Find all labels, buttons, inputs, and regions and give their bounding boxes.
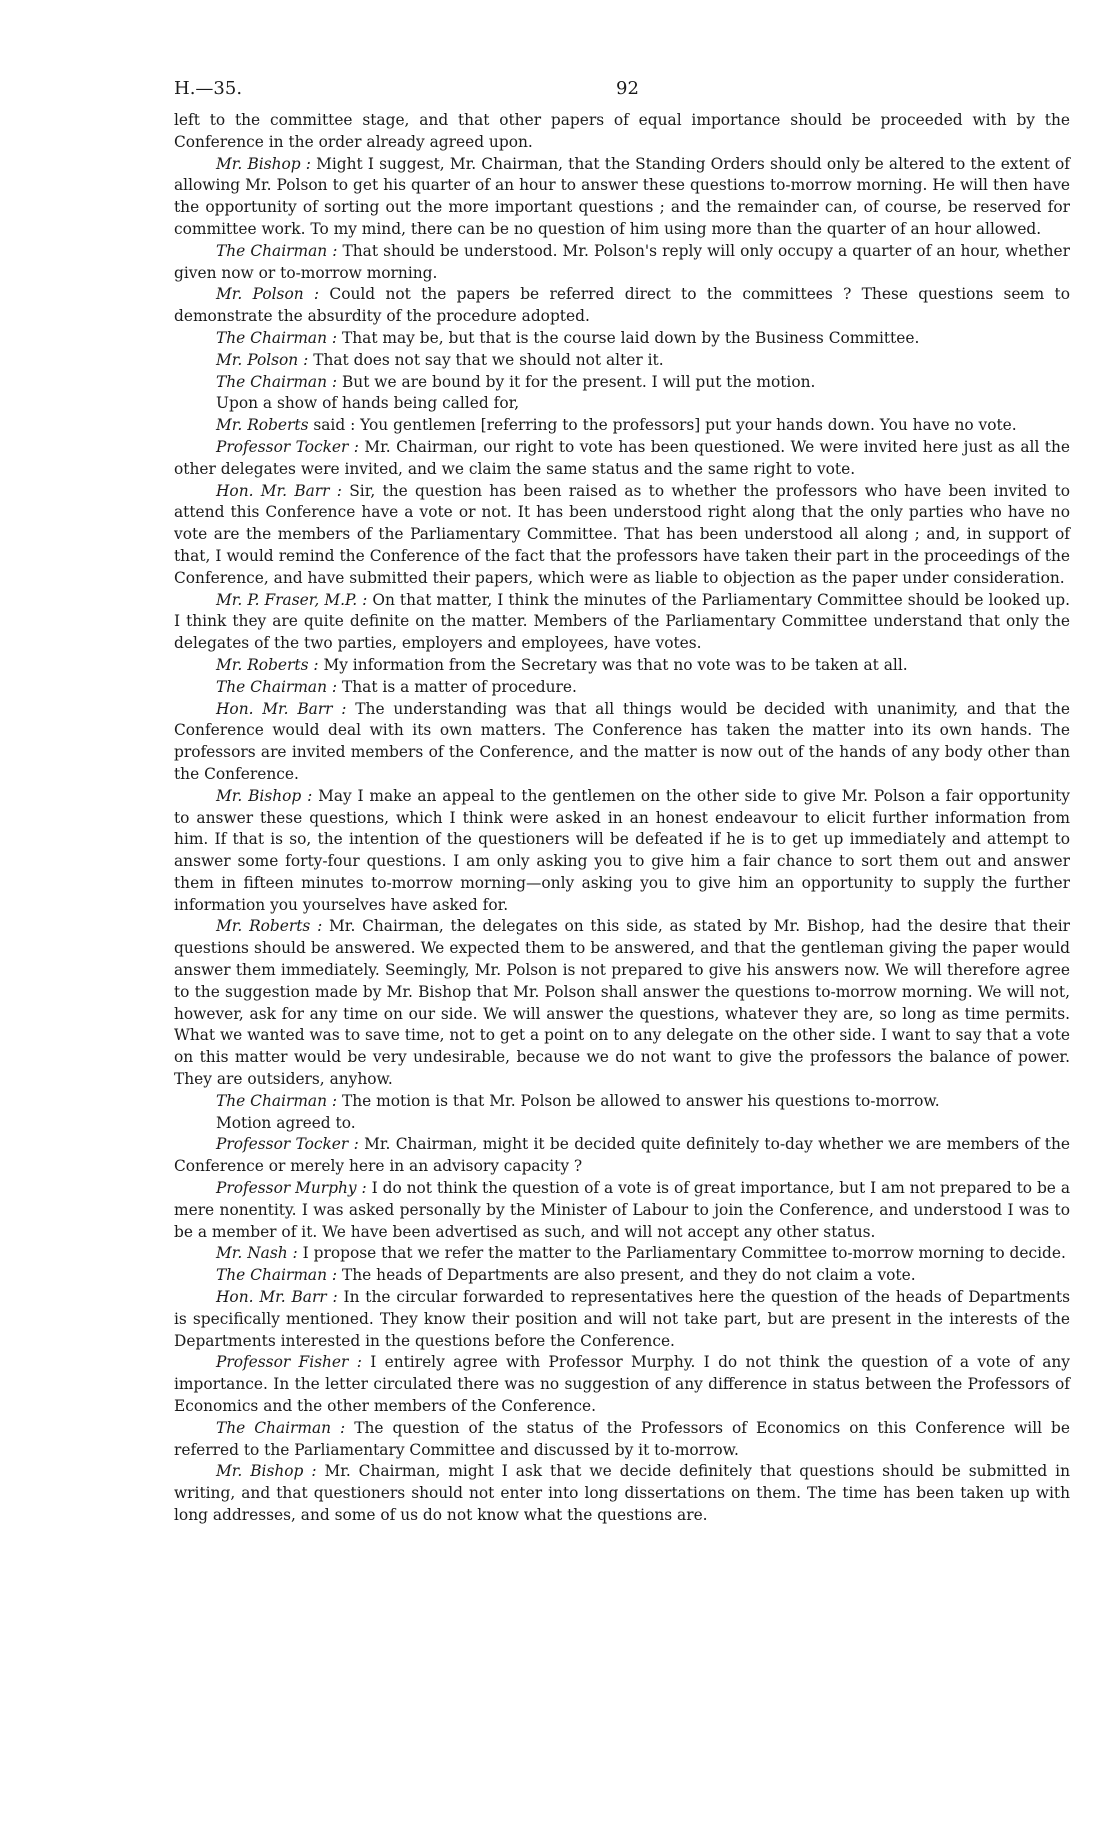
paragraph [174,590,1070,655]
speaker-name: Professor Tocker : [216,437,359,456]
paragraph-text: That may be, but that is the course laid down by the Business Committee. [337,328,920,347]
document-body [174,110,1070,1527]
paragraph [174,699,1070,786]
paragraph [174,916,1070,1090]
paragraph-text: Could not the papers be referred direct to the committees ? These questions seem to demonstrate the absurdity of the procedure adopted. [174,285,1070,326]
paragraph-text: That should be understood. Mr. Polson's reply will only occupy a quarter of an hour, whether given now or to-morrow morning. [174,241,1070,282]
speaker-name: The Chairman : [216,372,338,391]
paragraph [174,393,1070,415]
speaker-name: Mr. Bishop : [216,154,311,173]
paragraph [174,372,1070,394]
paragraph-text: In the circular forwarded to representatives here the question of the heads of Departments is specifically mentioned. They know their position and will not take part, but are present in the interests of the Departments interested in the questions before the Conference. [174,1288,1070,1350]
paragraph [174,786,1070,917]
paragraph [174,328,1070,350]
speaker-name: Professor Tocker : [216,1135,359,1154]
paragraph-text: Sir, the question has been raised as to whether the professors who have been invited to attend this Conference have a vote or not. It has been understood right along that the only parties who have no vote are the members of the Parliamentary Committee. That has been understood all along ; and, in support of that, I would remind the Conference of the fact that the professors have taken their part in the proceedings of the Conference, and have submitted their papers, which were as liable to objection as the paper under consideration. [174,481,1070,587]
speaker-name: Mr. Bishop : [216,786,313,805]
speaker-name: Mr. Roberts : [216,655,319,674]
paragraph-text: The question of the status of the Professors of Economics on this Conference will be referred to the Parliamentary Committee and discussed by it to-morrow. [174,1418,1070,1459]
speaker-name: The Chairman : [216,1418,346,1437]
paragraph-text: Mr. Chairman, might I ask that we decide definitely that questions should be submitted in writing, and that questioners should not enter into long dissertations on them. The time has been taken up with long addresses, and some of us do not know what the questions are. [174,1462,1070,1524]
paragraph [174,1178,1070,1243]
speaker-name: Hon. Mr. Barr : [216,1288,338,1307]
paragraph-text: I propose that we refer the matter to the Parliamentary Committee to-morrow morning to decide. [297,1244,1066,1263]
page-number: 92 [616,78,639,99]
paragraph [174,481,1070,590]
paragraph-text: Upon a show of hands being called for, [216,394,520,413]
paragraph [174,1091,1070,1113]
speaker-name: The Chairman : [216,328,338,347]
speaker-name: Hon. Mr. Barr : [216,699,347,718]
document-reference: H.—35. [174,78,243,99]
paragraph-text: Mr. Chairman, might it be decided quite definitely to-day whether we are members of the Conference or merely here in an advisory capacity ? [174,1135,1070,1176]
speaker-name: The Chairman : [216,1266,338,1285]
paragraph [174,1113,1070,1135]
speaker-name: Mr. Nash : [216,1244,298,1263]
speaker-name: Hon. Mr. Barr : [216,481,342,500]
paragraph-text: Motion agreed to. [216,1113,356,1132]
speaker-name: Mr. Bishop : [216,1462,317,1481]
paragraph-text: On that matter, I think the minutes of the Parliamentary Committee should be looked up. I think they are quite definite on the matter. Members of the Parliamentary Committee understand that only the delegates of the two parties, employers and employees, have votes. [174,590,1070,653]
paragraph-text: Mr. Chairman, the delegates on this side, as stated by Mr. Bishop, had the desire that their questions should be answered. We expected them to be answered, and that the gentleman giving the paper would answer them immediately. Seemingly, Mr. Polson is not prepared to give his answers now. We will therefore agree to the suggestion made by Mr. Bishop that Mr. Polson shall answer the questions to-morrow morning. We will not, however, ask for any time on our side. We will answer the questions, whatever they are, so long as time permits. What we wanted was to save time, not to get a point on to any delegate on the other side. I want to say that a vote on this matter would be very undesirable, because we do not want to give the professors the balance of power. They are outsiders, anyhow. [174,917,1070,1089]
paragraph [174,1461,1070,1526]
paragraph-text: I entirely agree with Professor Murphy. I do not think the question of a vote of any importance. In the letter circulated there was no suggestion of any difference in status between the Professors of Economics and the other members of the Conference. [174,1353,1070,1416]
paragraph-text: May I make an appeal to the gentlemen on the other side to give Mr. Polson a fair opportunity to answer these questions, which I think were asked in an honest endeavour to elicit further information from him. If that is so, the intention of the questioners will be defeated if he is to get up immediately and attempt to answer some forty-four questions. I am only asking you to give him a fair chance to sort them out and answer them in fifteen minutes to-morrow morning—only asking you to give him an opportunity to supply the further information you yourselves have asked for. [174,786,1070,914]
paragraph-text: The understanding was that all things would be decided with unanimity, and that the Conference would deal with its own matters. The Conference has taken the matter into its own hands. The professors are invited members of the Conference, and the matter is now out of the hands of any body other than the Conference. [174,699,1071,783]
paragraph [174,655,1070,677]
paragraph-text: I do not think the question of a vote is of great importance, but I am not prepared to be a mere nonentity. I was asked personally by the Minister of Labour to join the Conference, and understood I was to be a member of it. We have been advertised as such, and will not accept any other status. [174,1179,1070,1241]
paragraph [174,1265,1070,1287]
paragraph [174,437,1070,481]
paragraph-text: The heads of Departments are also present, and they do not claim a vote. [337,1266,916,1285]
paragraph-text: Might I suggest, Mr. Chairman, that the Standing Orders should only be altered to the extent of allowing Mr. Polson to get his quarter of an hour to answer these questions to-morrow morning. He will then have the opportunity of sorting out the more important questions ; and the remainder can, of course, be reserved for committee work. To my mind, there can be no question of him using more than the quarter of an hour allowed. [174,154,1070,238]
speaker-name: Mr. P. Fraser, M.P. : [216,590,368,609]
speaker-name: The Chairman : [216,241,338,260]
speaker-name: Mr. Roberts : [216,917,323,936]
paragraph-text: Mr. Chairman, our right to vote has been questioned. We were invited here just as all the other delegates were invited, and we claim the same status and the same right to vote. [174,437,1070,478]
paragraph [174,154,1070,241]
paragraph [174,110,1070,154]
paragraph-text: That is a matter of procedure. [337,677,577,696]
speaker-name: Professor Fisher : [216,1353,362,1372]
paragraph-text: That does not say that we should not alter it. [308,350,664,369]
paragraph [174,415,1070,437]
paragraph-text: My information from the Secretary was that no vote was to be taken at all. [318,655,908,674]
speaker-name: Mr. Polson : [216,285,320,304]
speaker-name: The Chairman : [216,1091,338,1110]
paragraph [174,677,1070,699]
paragraph [174,350,1070,372]
paragraph-text: said : You gentlemen [referring to the professors] put your hands down. You have no vote. [308,416,1017,435]
page-header [174,70,1070,110]
paragraph [174,284,1070,328]
paragraph [174,1134,1070,1178]
speaker-name: Mr. Polson : [216,350,309,369]
speaker-name: Professor Murphy : [216,1179,367,1198]
paragraph [174,1287,1070,1352]
paragraph [174,241,1070,285]
document-page [174,70,1070,1527]
speaker-name: The Chairman : [216,677,338,696]
paragraph [174,1243,1070,1265]
speaker-name: Mr. Roberts [216,416,309,435]
paragraph [174,1418,1070,1462]
paragraph [174,1352,1070,1417]
paragraph-text: The motion is that Mr. Polson be allowed to answer his questions to-morrow. [337,1091,940,1110]
paragraph-text: left to the committee stage, and that other papers of equal importance should be proceeded with by the Conference in the order already agreed upon. [174,111,1070,151]
paragraph-text: But we are bound by it for the present. I will put the motion. [337,372,816,391]
